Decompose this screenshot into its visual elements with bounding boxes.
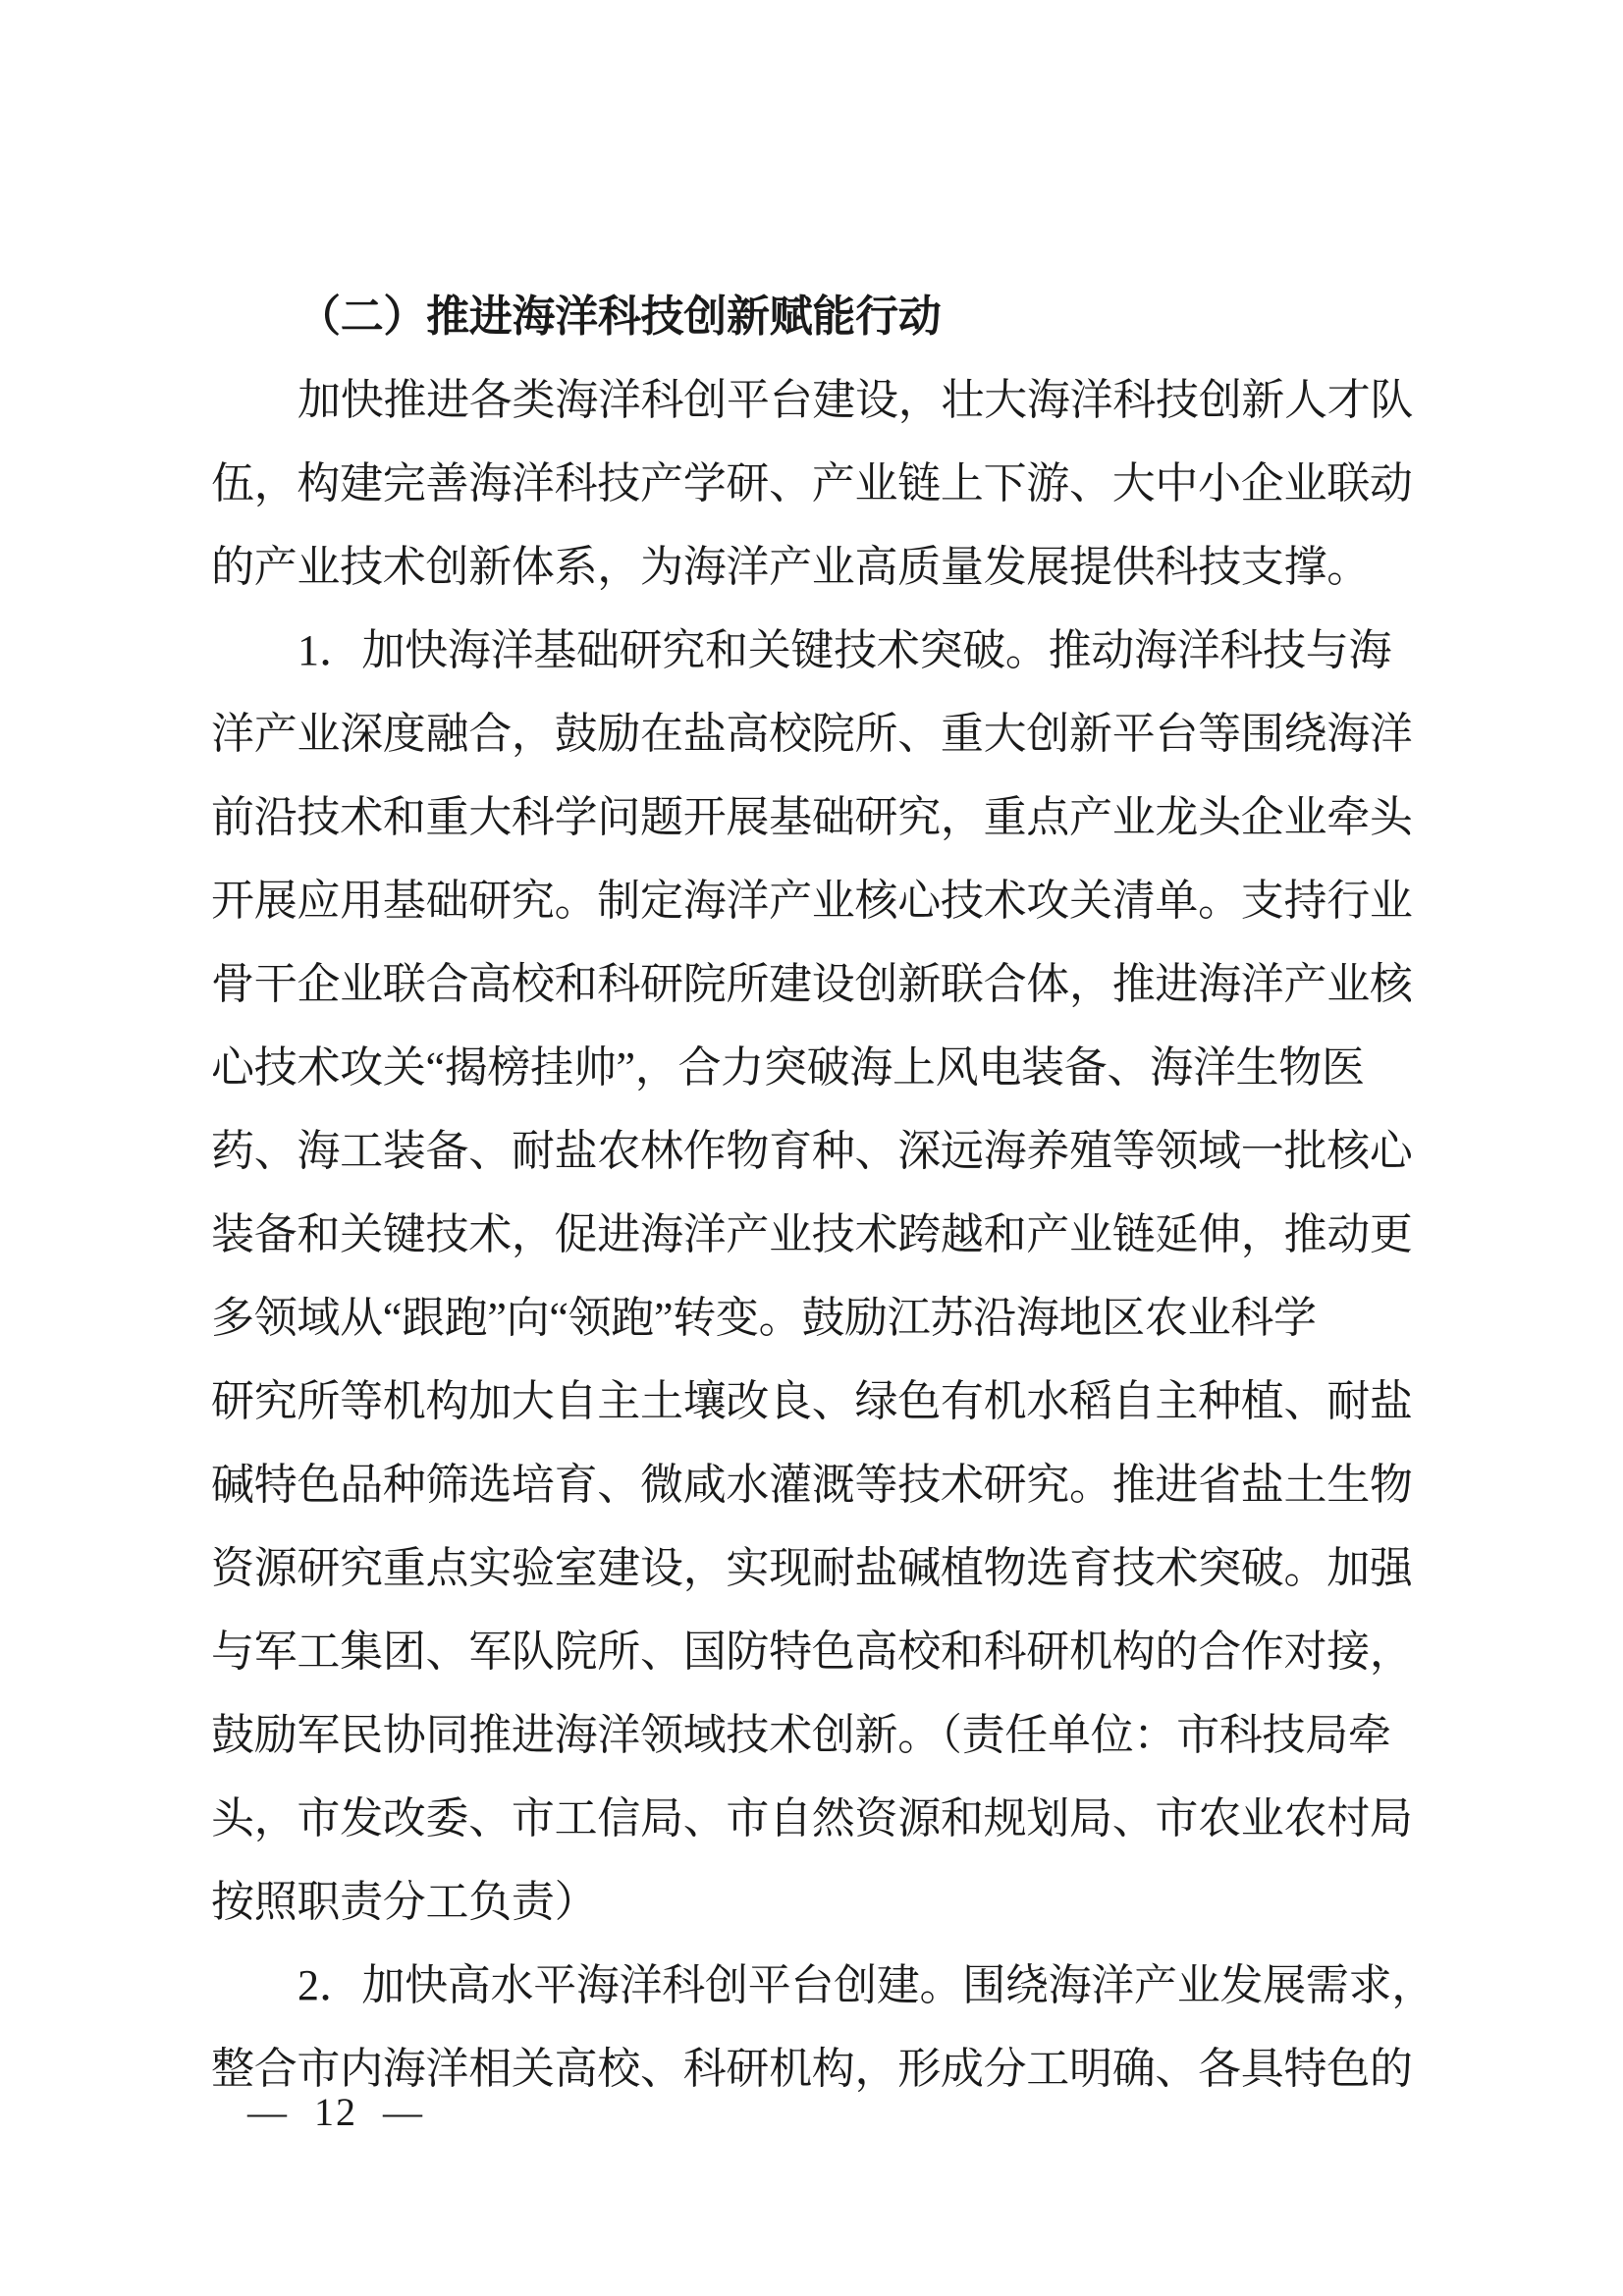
text-line: 整合市内海洋相关高校、科研机构，形成分工明确、各具特色的 xyxy=(211,2045,1413,2093)
page-number-footer: — 12 — xyxy=(247,2090,424,2134)
text-line: 开展应用基础研究。制定海洋产业核心技术攻关清单。支持行业 xyxy=(211,877,1413,925)
text-line: 研究所等机构加大自主土壤改良、绿色有机水稻自主种植、耐盐 xyxy=(211,1377,1413,1425)
text-line: 洋产业深度融合，鼓励在盐高校院所、重大创新平台等围绕海洋 xyxy=(211,710,1413,758)
section-heading: （二）推进海洋科技创新赋能行动 xyxy=(298,293,942,341)
text-line: 多领域从“跟跑”向“领跑”转变。鼓励江苏沿海地区农业科学 xyxy=(211,1294,1317,1342)
text-line: 药、海工装备、耐盐农林作物育种、深远海养殖等领域一批核心 xyxy=(211,1127,1413,1175)
text-line-item-2: 2．加快高水平海洋科创平台创建。围绕海洋产业发展需求， xyxy=(298,1961,1434,2009)
text-line: 前沿技术和重大科学问题开展基础研究，重点产业龙头企业牵头 xyxy=(211,793,1413,841)
text-line: 与军工集团、军队院所、国防特色高校和科研机构的合作对接， xyxy=(211,1628,1413,1676)
text-line: 心技术攻关“揭榜挂帅”，合力突破海上风电装备、海洋生物医 xyxy=(211,1043,1365,1092)
text-line: 头，市发改委、市工信局、市自然资源和规划局、市农业农村局 xyxy=(211,1794,1413,1842)
text-line: 按照职责分工负责） xyxy=(211,1878,598,1926)
text-line: 装备和关键技术，促进海洋产业技术跨越和产业链延伸，推动更 xyxy=(211,1210,1413,1258)
text-line: 鼓励军民协同推进海洋领域技术创新。（责任单位：市科技局牵 xyxy=(211,1711,1391,1759)
text-line: 加快推进各类海洋科创平台建设，壮大海洋科技创新人才队 xyxy=(298,376,1414,424)
text-line: 碱特色品种筛选培育、微咸水灌溉等技术研究。推进省盐土生物 xyxy=(211,1461,1413,1509)
text-line: 资源研究重点实验室建设，实现耐盐碱植物选育技术突破。加强 xyxy=(211,1544,1413,1592)
text-line: 骨干企业联合高校和科研院所建设创新联合体，推进海洋产业核 xyxy=(211,960,1413,1008)
text-block xyxy=(211,275,1434,2110)
text-line-item-1: 1．加快海洋基础研究和关键技术突破。推动海洋科技与海 xyxy=(298,626,1392,674)
text-line: 的产业技术创新体系，为海洋产业高质量发展提供科技支撑。 xyxy=(211,543,1370,591)
text-line: 伍，构建完善海洋科技产学研、产业链上下游、大中小企业联动 xyxy=(211,459,1413,507)
